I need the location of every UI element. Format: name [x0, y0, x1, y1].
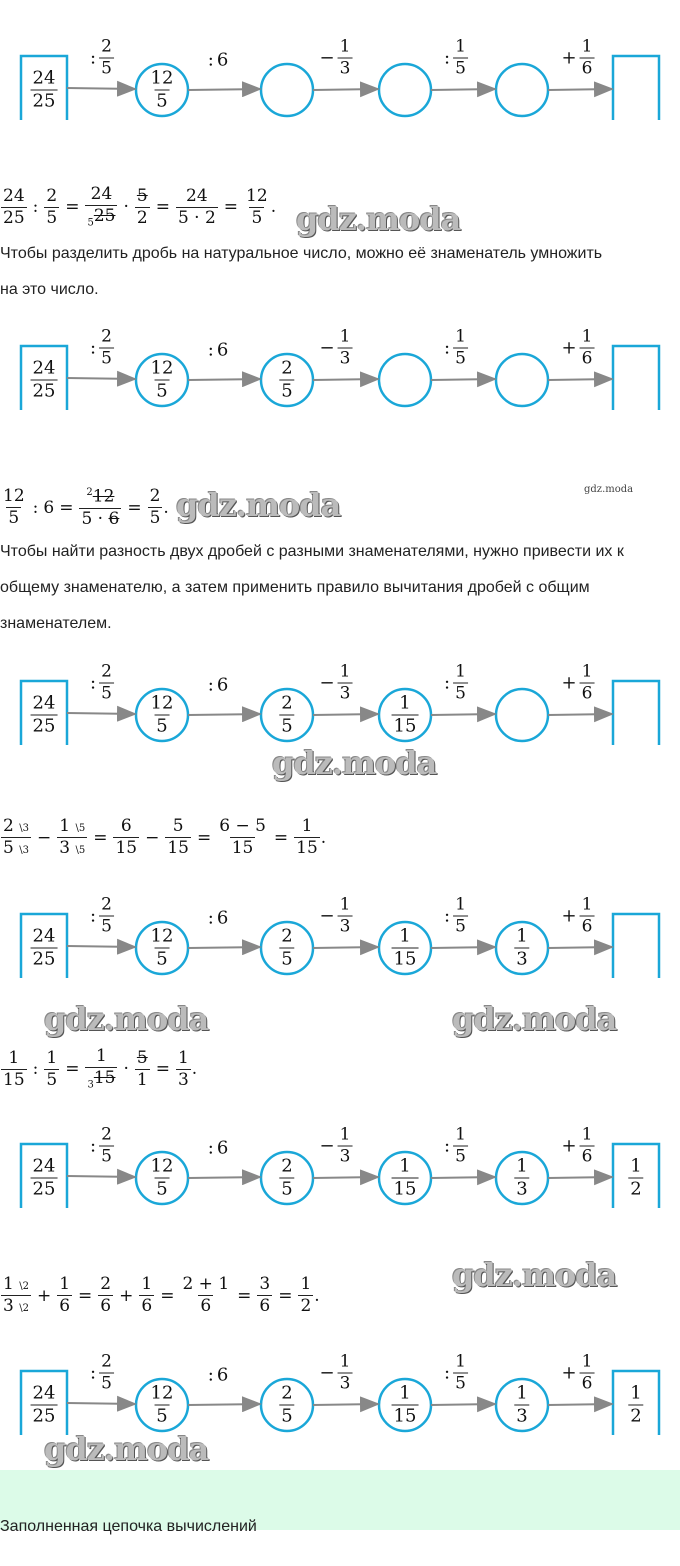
fraction-value: $\frac{24}{25}$: [32, 692, 56, 737]
operation-label: − $\frac{1}{3}$: [319, 661, 351, 704]
fraction-value: $\frac{2}{5}$: [281, 925, 293, 970]
chain-3: [0, 661, 680, 745]
equation-1: $\frac{24}{25}$ : $\frac{2}{5}$ = $\frac{24}{_525}$ · $\frac{5}{2}$ = $\frac{24}{5 \cdot 2}$ = $\frac{12}{5}$ .: [3, 184, 277, 229]
fraction-value: $\frac{1}{15}$: [393, 1155, 417, 1200]
chain-arrow: [431, 89, 495, 90]
chain-arrow: [313, 947, 378, 948]
chain-arrow: [431, 714, 495, 715]
value-circle: [496, 354, 548, 406]
equation-2: $\frac{12}{5}$ : 6 = $\frac{^212}{5 \cdot 6}$ = $\frac{2}{5}$ .: [3, 486, 169, 529]
operation-label: − $\frac{1}{3}$: [319, 1351, 351, 1394]
fraction-value: $\frac{1}{2}$: [630, 1382, 642, 1427]
rule-subtraction: Чтобы найти разность двух дробей с разными знаменателями, нужно привести их к общему знаменателю, а затем применить правило вычитания дробей с общим знаменателем.: [0, 543, 624, 632]
chain-4: [0, 894, 680, 978]
operation-label: : 6: [207, 1137, 229, 1159]
operation-label: − $\frac{1}{3}$: [319, 326, 351, 369]
chain-5: [0, 1124, 680, 1208]
operation-label: : 6: [207, 49, 229, 71]
fraction-value: $\frac{12}{5}$: [150, 1155, 174, 1200]
chain-arrow: [548, 1177, 612, 1178]
fraction-value: $\frac{24}{25}$: [32, 357, 56, 402]
watermark: gdz.moda: [452, 1256, 617, 1294]
chain-arrow: [548, 89, 612, 90]
fraction-value: $\frac{2}{5}$: [281, 692, 293, 737]
equation-4: $\frac{1}{15}$ : $\frac{1}{5}$ = $\frac{1}{_315}$ · $\frac{5}{1}$ = $\frac{1}{3}$ .: [3, 1046, 198, 1091]
operation-label: : 6: [207, 674, 229, 696]
equation-5: $\frac{1 \backslash 2}{3 \backslash 2}$ + $\frac{1}{6}$ = $\frac{2}{6}$ + $\frac{1}{6}$ = $\frac{2 + 1}{6}$ = $\frac{3}{6}$ = $\frac{1}{2}$ .: [3, 1274, 320, 1316]
fraction-value: $\frac{1}{15}$: [393, 925, 417, 970]
watermark: gdz.moda: [44, 1000, 209, 1038]
watermark-small: gdz.moda: [584, 484, 634, 495]
chain-arrow: [188, 714, 260, 715]
operation-label: + $\frac{1}{6}$: [561, 894, 593, 937]
chain-arrow: [67, 1176, 135, 1177]
operation-label: + $\frac{1}{6}$: [561, 661, 593, 704]
watermark: gdz.moda: [272, 744, 437, 782]
fraction-value: $\frac{24}{25}$: [32, 67, 56, 112]
fraction-value: $\frac{1}{3}$: [516, 1155, 528, 1200]
chain-arrow: [548, 1404, 612, 1405]
chain-arrow: [313, 1177, 378, 1178]
value-circle: [261, 64, 313, 116]
chain-arrow: [548, 379, 612, 380]
operation-label: − $\frac{1}{3}$: [319, 1124, 351, 1167]
chain-arrow: [67, 946, 135, 947]
chain-2: [0, 326, 680, 410]
fraction-value: $\frac{1}{2}$: [630, 1155, 642, 1200]
operation-label: − $\frac{1}{3}$: [319, 894, 351, 937]
operation-label: : $\frac{2}{5}$: [90, 894, 112, 937]
chain-arrow: [313, 1404, 378, 1405]
chain-arrow: [188, 947, 260, 948]
watermark: gdz.moda: [176, 486, 341, 524]
operation-label: : $\frac{1}{5}$: [444, 326, 466, 369]
fraction-value: $\frac{1}{3}$: [516, 925, 528, 970]
fraction-value: $\frac{2}{5}$: [281, 1155, 293, 1200]
chain-1: [0, 36, 680, 120]
fraction-value: $\frac{12}{5}$: [150, 357, 174, 402]
result-box: [613, 681, 659, 745]
chain-arrow: [188, 89, 260, 90]
chain-arrow: [188, 379, 260, 380]
operation-label: − $\frac{1}{3}$: [319, 36, 351, 79]
operation-label: : $\frac{1}{5}$: [444, 894, 466, 937]
fraction-value: $\frac{24}{25}$: [32, 925, 56, 970]
operation-label: : $\frac{1}{5}$: [444, 1124, 466, 1167]
operation-label: : $\frac{1}{5}$: [444, 1351, 466, 1394]
chain-arrow: [548, 714, 612, 715]
fraction-value: $\frac{1}{15}$: [393, 692, 417, 737]
fraction-value: $\frac{12}{5}$: [150, 1382, 174, 1427]
fraction-value: $\frac{24}{25}$: [32, 1155, 56, 1200]
operation-label: : $\frac{2}{5}$: [90, 1124, 112, 1167]
operation-label: + $\frac{1}{6}$: [561, 1351, 593, 1394]
chain-arrow: [548, 947, 612, 948]
chain-arrow: [431, 379, 495, 380]
operation-label: : $\frac{2}{5}$: [90, 1351, 112, 1394]
chain-arrow: [431, 1404, 495, 1405]
operation-label: + $\frac{1}{6}$: [561, 36, 593, 79]
operation-label: + $\frac{1}{6}$: [561, 1124, 593, 1167]
value-circle: [496, 689, 548, 741]
chain-arrow: [188, 1177, 260, 1178]
chain-arrow: [313, 714, 378, 715]
watermark: gdz.moda: [452, 1000, 617, 1038]
fraction-value: $\frac{1}{15}$: [393, 1382, 417, 1427]
operation-label: : 6: [207, 1364, 229, 1386]
fraction-value: $\frac{1}{3}$: [516, 1382, 528, 1427]
footer-panel: [0, 1470, 680, 1535]
fraction-value: $\frac{12}{5}$: [150, 692, 174, 737]
operation-label: : $\frac{2}{5}$: [90, 36, 112, 79]
chain-arrow: [67, 88, 135, 89]
operation-label: : 6: [207, 339, 229, 361]
operation-label: : $\frac{2}{5}$: [90, 661, 112, 704]
equation-3: $\frac{2 \backslash 3}{5 \backslash 3}$ − $\frac{1 \backslash 5}{3 \backslash 5}$ = $\frac{6}{15}$ − $\frac{5}{15}$ = $\frac{6 - 5}{15}$ = $\frac{1}{15}$ .: [3, 816, 327, 858]
chain-arrow: [313, 89, 378, 90]
result-box: [613, 914, 659, 978]
footer-caption: Заполненная цепочка вычислений: [0, 1518, 257, 1535]
chain-arrow: [67, 713, 135, 714]
watermark: gdz.moda: [44, 1430, 209, 1468]
operation-label: : $\frac{1}{5}$: [444, 36, 466, 79]
chain-arrow: [67, 378, 135, 379]
fraction-value: $\frac{12}{5}$: [150, 925, 174, 970]
value-circle: [496, 64, 548, 116]
chain-arrow: [431, 1177, 495, 1178]
result-box: [613, 346, 659, 410]
operation-label: : 6: [207, 907, 229, 929]
rule-division: Чтобы разделить дробь на натуральное число, можно её знаменатель умножить на это число.: [0, 245, 603, 298]
value-circle: [379, 354, 431, 406]
value-circle: [379, 64, 431, 116]
fraction-value: $\frac{12}{5}$: [150, 67, 174, 112]
operation-label: : $\frac{2}{5}$: [90, 326, 112, 369]
chain-arrow: [313, 379, 378, 380]
fraction-value: $\frac{24}{25}$: [32, 1382, 56, 1427]
chain-arrow: [188, 1404, 260, 1405]
chain-6: [0, 1351, 680, 1435]
fraction-value: $\frac{2}{5}$: [281, 357, 293, 402]
chain-arrow: [67, 1403, 135, 1404]
watermark: gdz.moda: [296, 200, 461, 238]
fraction-value: $\frac{2}{5}$: [281, 1382, 293, 1427]
operation-label: : $\frac{1}{5}$: [444, 661, 466, 704]
operation-label: + $\frac{1}{6}$: [561, 326, 593, 369]
chain-arrow: [431, 947, 495, 948]
result-box: [613, 56, 659, 120]
